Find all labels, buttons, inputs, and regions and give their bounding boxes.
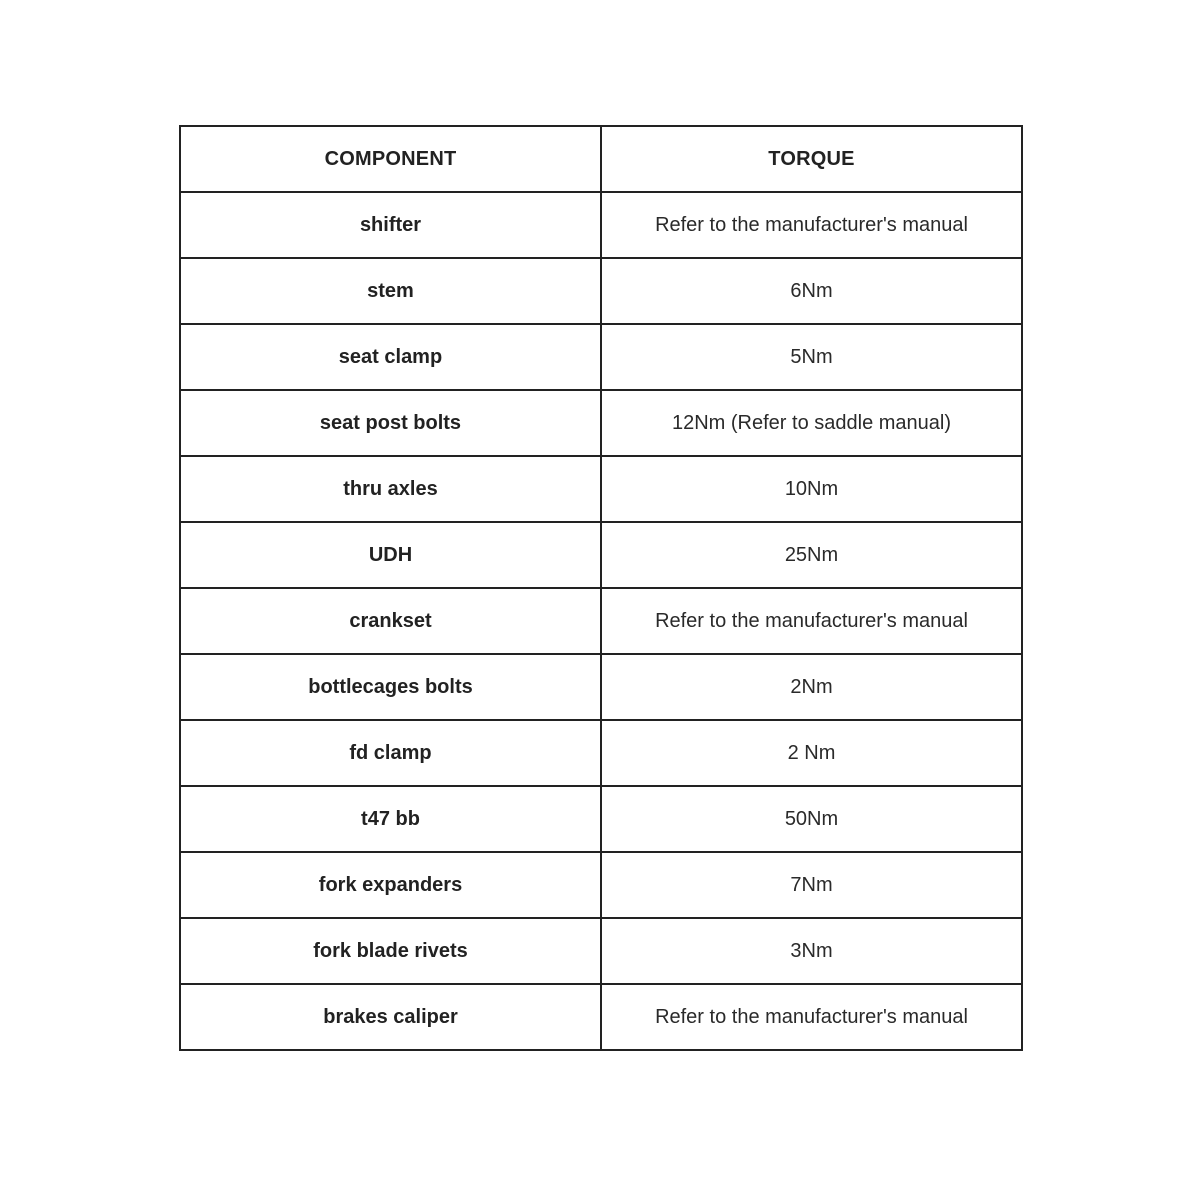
torque-cell: 50Nm <box>601 786 1022 852</box>
table-row <box>180 324 1022 390</box>
table-row <box>180 720 1022 786</box>
table-row <box>180 390 1022 456</box>
torque-cell: Refer to the manufacturer's manual <box>601 192 1022 258</box>
table-row <box>180 984 1022 1050</box>
torque-cell: 2Nm <box>601 654 1022 720</box>
torque-cell: 5Nm <box>601 324 1022 390</box>
torque-cell: Refer to the manufacturer's manual <box>601 588 1022 654</box>
table-row <box>180 522 1022 588</box>
component-cell: bottlecages bolts <box>180 654 601 720</box>
component-cell: fd clamp <box>180 720 601 786</box>
torque-cell: 3Nm <box>601 918 1022 984</box>
torque-cell: 10Nm <box>601 456 1022 522</box>
component-cell: shifter <box>180 192 601 258</box>
torque-cell: 7Nm <box>601 852 1022 918</box>
component-cell: brakes caliper <box>180 984 601 1050</box>
table-header <box>180 126 1022 192</box>
torque-cell: Refer to the manufacturer's manual <box>601 984 1022 1050</box>
table-body <box>180 192 1022 1050</box>
torque-cell: 2 Nm <box>601 720 1022 786</box>
table-row <box>180 852 1022 918</box>
component-cell: seat clamp <box>180 324 601 390</box>
component-cell: fork expanders <box>180 852 601 918</box>
component-cell: stem <box>180 258 601 324</box>
header-torque: TORQUE <box>601 126 1022 192</box>
component-cell: seat post bolts <box>180 390 601 456</box>
component-cell: fork blade rivets <box>180 918 601 984</box>
component-cell: t47 bb <box>180 786 601 852</box>
torque-cell: 6Nm <box>601 258 1022 324</box>
torque-cell: 12Nm (Refer to saddle manual) <box>601 390 1022 456</box>
component-cell: UDH <box>180 522 601 588</box>
header-row <box>180 126 1022 192</box>
table-row <box>180 588 1022 654</box>
table-row <box>180 918 1022 984</box>
torque-table <box>179 125 1023 1051</box>
table-row <box>180 786 1022 852</box>
component-cell: thru axles <box>180 456 601 522</box>
table-row <box>180 192 1022 258</box>
table-row <box>180 654 1022 720</box>
table-row <box>180 258 1022 324</box>
component-cell: crankset <box>180 588 601 654</box>
header-component: COMPONENT <box>180 126 601 192</box>
torque-cell: 25Nm <box>601 522 1022 588</box>
table-row <box>180 456 1022 522</box>
